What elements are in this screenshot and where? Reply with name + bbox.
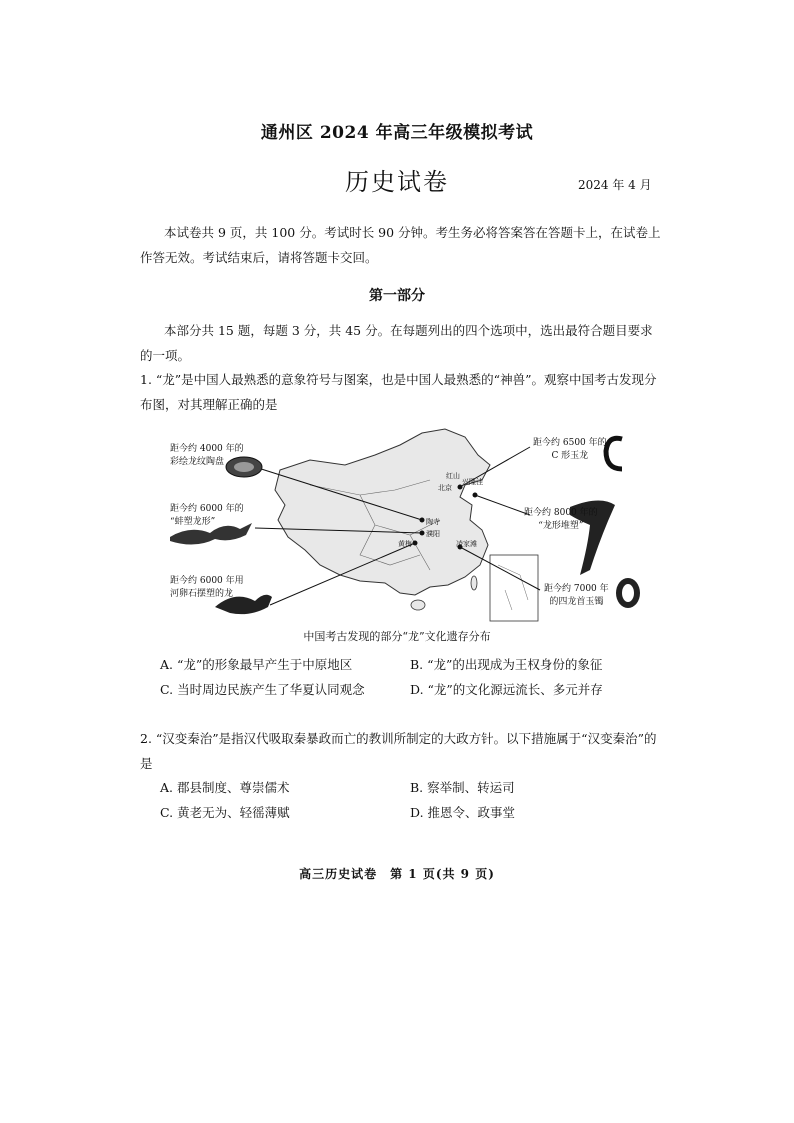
q2-option-d[interactable]: D. 推恩令、政事堂	[410, 805, 516, 820]
label-lingjiatan: 距今约 7000 年 的四龙首玉镯	[544, 584, 609, 607]
question-2-stem: 2. “汉变秦治”是指汉代吸取秦暴政而亡的教训所制定的大政方针。以下措施属于“汉变秦治”的是	[140, 731, 657, 771]
jade-bracelet-icon	[616, 578, 640, 608]
q1-option-c[interactable]: C. 当时周边民族产生了华夏认同观念	[160, 682, 365, 697]
q1-option-a[interactable]: A. “龙”的形象最早产生于中原地区	[160, 657, 353, 672]
label-xinglongwa: 距今约 8000 年的 “龙形堆塑”	[524, 508, 598, 531]
question-1-figure	[160, 425, 650, 625]
section-instructions: 本部分共 15 题，每题 3 分，共 45 分。在每题列出的四个选项中，选出最符合题目要求的一项。	[140, 323, 653, 363]
hainan-island	[411, 600, 425, 610]
section-title: 第一部分	[369, 288, 425, 304]
q2-option-a[interactable]: A. 郡县制度、尊崇儒术	[160, 780, 290, 795]
map-label-huangmei: 黄梅	[398, 540, 412, 548]
figure-caption: 中国考古发现的部分“龙”文化遗存分布	[303, 630, 491, 643]
label-pebble-dragon: 距今约 6000 年用 河卵石摆塑的龙	[170, 576, 244, 599]
map-label-xinglongwa: 兴隆洼	[462, 478, 483, 486]
exam-date: 2024 年 4 月	[578, 178, 652, 192]
taiwan-island	[471, 576, 477, 590]
subject-title: 历史试卷	[345, 168, 449, 196]
label-taosi: 距今约 4000 年的 彩绘龙纹陶盘	[170, 444, 244, 467]
map-label-taosi: 陶寺	[426, 518, 440, 526]
page-footer: 高三历史试卷 第 1 页(共 9 页)	[299, 867, 495, 881]
map-label-lingjiatan: 凌家滩	[456, 540, 477, 548]
map-label-hongshan: 红山	[446, 472, 460, 480]
china-map-outline	[275, 429, 490, 595]
south-china-sea-inset	[490, 555, 538, 621]
exam-instructions: 本试卷共 9 页，共 100 分。考试时长 90 分钟。考生务必将答案答在答题卡上，在试卷上作答无效。考试结束后，请将答题卡交回。	[140, 225, 661, 265]
c-shaped-jade-dragon-icon	[606, 438, 622, 469]
map-label-puyang: 濮阳	[426, 530, 440, 538]
connector-xinglongwa	[475, 495, 530, 515]
label-puyang: 距今约 6000 年的 “蚌塑龙形”	[170, 504, 244, 527]
label-hongshan: 距今约 6500 年的 C 形玉龙	[533, 438, 607, 461]
question-1-stem: 1. “龙”是中国人最熟悉的意象符号与图案，也是中国人最熟悉的“神兽”。观察中国考古发现分布图，对其理解正确的是	[140, 372, 657, 412]
q2-option-b[interactable]: B. 察举制、转运司	[410, 780, 515, 795]
q1-option-b[interactable]: B. “龙”的出现成为王权身份的象征	[410, 657, 603, 672]
q2-option-c[interactable]: C. 黄老无为、轻徭薄赋	[160, 805, 290, 820]
q1-option-d[interactable]: D. “龙”的文化源远流长、多元并存	[410, 682, 603, 697]
map-label-beijing: 北京	[438, 484, 452, 492]
exam-title: 通州区 2024 年高三年级模拟考试	[260, 123, 534, 143]
